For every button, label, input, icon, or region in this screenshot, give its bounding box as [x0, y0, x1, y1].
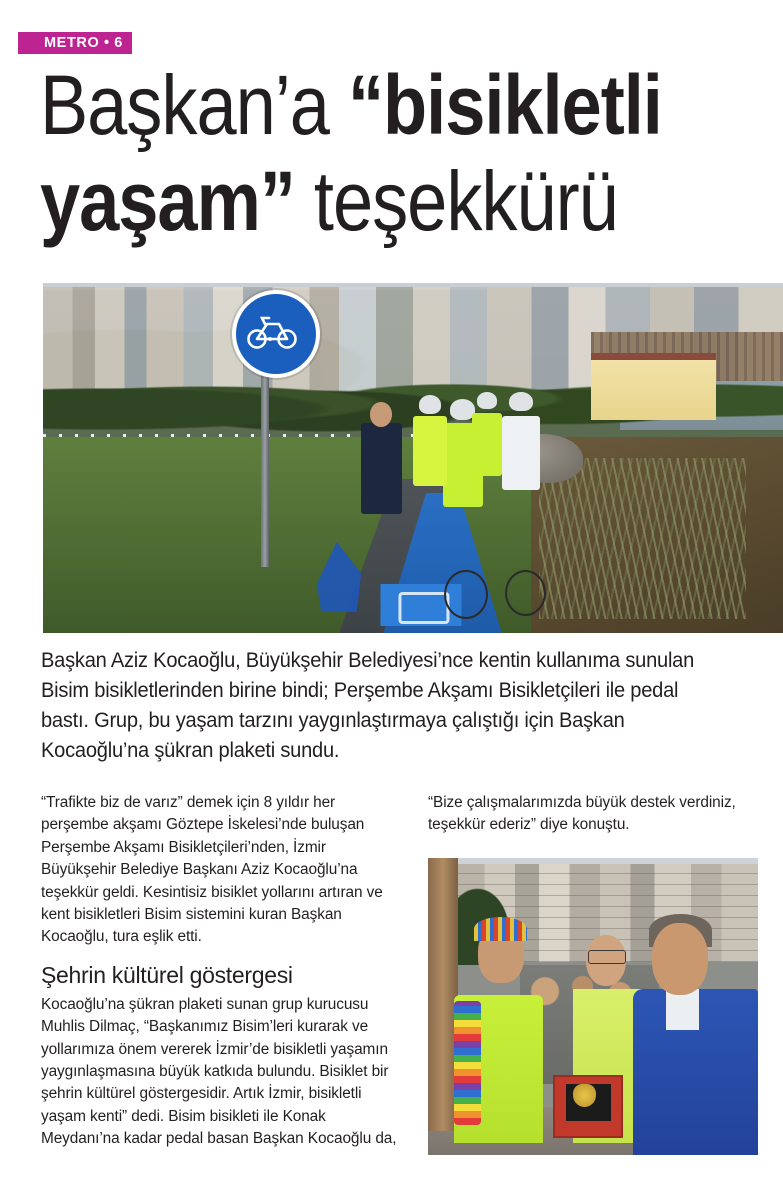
photo-bike-wheel-1	[444, 570, 488, 620]
body-column-right	[428, 792, 758, 837]
photo-cyclist-helmet-2	[419, 395, 441, 414]
headline-line-1	[40, 58, 694, 160]
page-headline	[40, 58, 694, 256]
photo2-mayor-head	[652, 923, 708, 994]
photo-bike-wheel-3	[505, 570, 546, 616]
photo-cyclist-vest-4	[472, 413, 502, 476]
photo-cyclist-mayor-body	[361, 423, 402, 514]
bicycle-sign-icon	[232, 290, 320, 378]
body-paragraph-3: “Bize çalışmalarımızda büyük destek verdiniz, teşekkür ederiz” diye konuştu.	[428, 794, 736, 834]
secondary-news-photo	[428, 858, 758, 1155]
headline-part-yasam: yaşam”	[40, 154, 295, 248]
article-subheading: Şehrin kültürel göstergesi	[41, 961, 293, 988]
article-deck: Başkan Aziz Kocaoğlu, Büyükşehir Belediyesi’nce kentin kullanıma sunulan Bisim bisikletlerinden birine bindi; Perşembe Akşamı Bisikletçileri ile pedal bastı. Grup, bu yaşam tarzını yaygınlaştırmaya çalıştığı için Başkan Kocaoğlu’na şükran plaketi sundu.	[41, 647, 695, 762]
photo-cyclist-vest-2	[413, 416, 447, 486]
body-paragraph-2: Kocaoğlu’na şükran plaketi sunan grup kurucusu Muhlis Dilmaç, “Başkanımız Bisim’leri kurarak ve yollarımıza önem vererek İzmir’de bisikletli yaşamın yaygınlaşmasına büyük katkıda bulundu. Bisiklet bir şehrin kültürel göstergesidir. Artık İzmir, bisikletli yaşam kenti” dedi. Bisim bisikleti ile Konak Meydanı’na kadar pedal basan Başkan Kocaoğlu da,	[41, 995, 397, 1148]
headline-part-bisikletli: “bisikletli	[347, 58, 662, 152]
photo-yellow-mansion	[591, 353, 717, 420]
photo-cyclist-helmet-3	[509, 392, 533, 412]
headline-part-baskana: Başkan’a	[40, 58, 348, 152]
body-column-left	[41, 792, 397, 1151]
photo-cyclist-jersey-3	[502, 416, 540, 490]
photo-cyclist-helmet-4	[477, 392, 498, 410]
photo2-rainbow-jersey	[454, 1001, 480, 1126]
body-paragraph-1: “Trafikte biz de varız” demek için 8 yıldır her perşembe akşamı Göztepe İskelesi’nde buluşan Perşembe Akşamı Bisikletçileri’nden, İzmir Büyükşehir Belediye Başkanı Aziz Kocaoğlu’na teşekkür geldi. Kesintisiz bisiklet yollarını artıran ve kent bisikletleri Bisim sistemini kuran Başkan Kocaoğlu, tura eşlik etti.	[41, 794, 383, 946]
photo2-cyclist-headband	[474, 917, 527, 941]
photo2-mayor-shirt	[666, 989, 699, 1031]
main-news-photo	[43, 283, 783, 633]
photo-cyclist-mayor-head	[370, 402, 392, 427]
glasses-icon	[588, 950, 626, 964]
photo-ornamental-grass	[539, 458, 746, 619]
section-flag-label: METRO • 6	[18, 32, 132, 54]
headline-line-2	[40, 154, 694, 256]
headline-part-tesekkuru: teşekkürü	[294, 154, 618, 248]
photo2-wooden-pole	[428, 858, 458, 1131]
